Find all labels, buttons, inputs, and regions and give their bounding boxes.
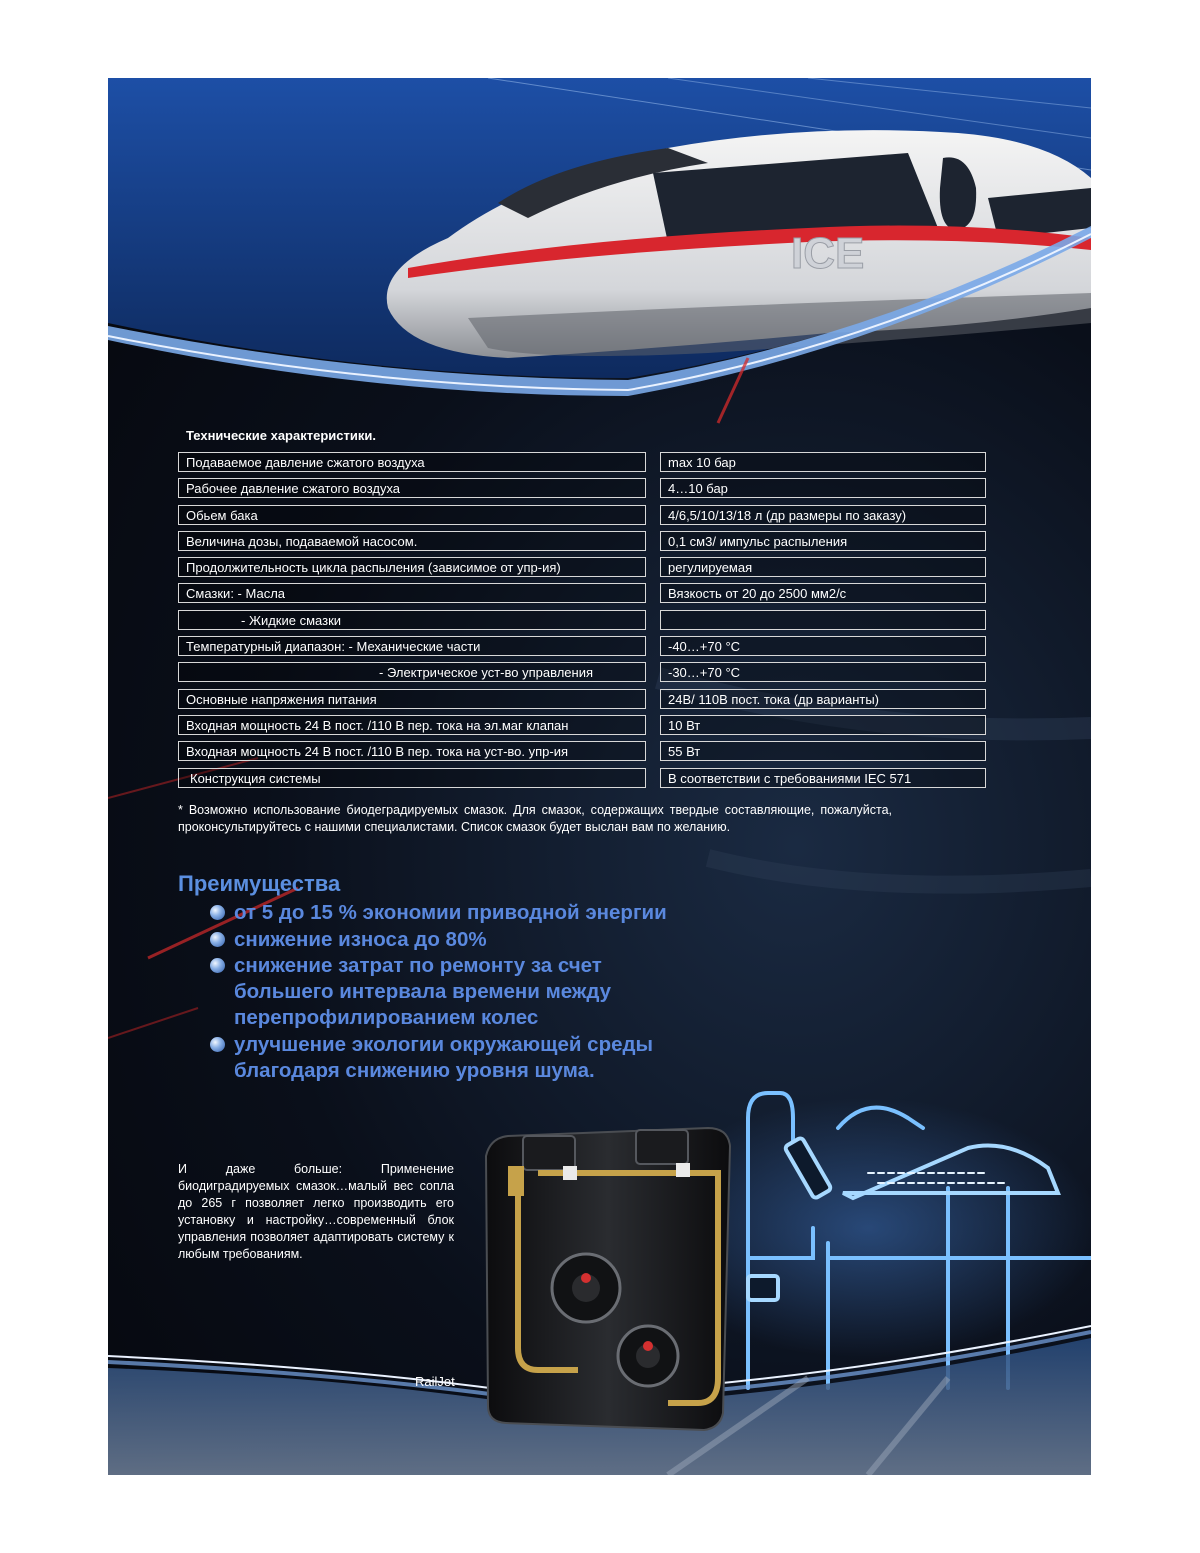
spec-row xyxy=(178,452,986,474)
spec-label: - Электрическое уст-во управления xyxy=(178,662,646,682)
spec-label: Обьем бака xyxy=(178,505,646,525)
spec-row xyxy=(178,505,986,527)
spec-row xyxy=(178,689,986,711)
spec-value: 0,1 см3/ импульс распыления xyxy=(660,531,986,551)
spec-value: В соответствии с требованиями IEC 571 xyxy=(660,768,986,788)
advantages-title: Преимущества xyxy=(178,871,341,896)
spec-value: max 10 бар xyxy=(660,452,986,472)
spec-row xyxy=(178,583,986,605)
advantage-text: от 5 до 15 % экономии приводной энергии xyxy=(234,901,667,924)
railjet-tank-image xyxy=(486,1128,730,1430)
specs-table xyxy=(178,452,986,794)
spec-row xyxy=(178,610,986,632)
spec-row xyxy=(178,715,986,737)
spec-label: Входная мощность 24 В пост. /110 В пер. тока на уст-во. упр-ия xyxy=(178,741,646,761)
spec-row xyxy=(178,636,986,658)
spec-value: Вязкость от 20 до 2500 мм2/с xyxy=(660,583,986,603)
spec-label: Подаваемое давление сжатого воздуха xyxy=(178,452,646,472)
spec-value: -40…+70 °C xyxy=(660,636,986,656)
spec-label: - Жидкие смазки xyxy=(178,610,646,630)
spec-value: -30…+70 °C xyxy=(660,662,986,682)
spec-row xyxy=(178,531,986,553)
spec-label: Конструкция системы xyxy=(178,768,646,788)
advantages-list xyxy=(210,900,670,1084)
bullet-icon xyxy=(210,932,225,947)
spec-value: регулируемая xyxy=(660,557,986,577)
advantage-text: снижение затрат по ремонту за счет большего интервала времени между перепрофилированием колес xyxy=(234,954,612,1029)
bullet-icon xyxy=(210,958,225,973)
advantage-text: снижение износа до 80% xyxy=(234,927,487,951)
advantage-item xyxy=(210,927,670,953)
spec-row xyxy=(178,557,986,579)
spec-row xyxy=(178,768,986,790)
train-logo: ICE xyxy=(791,229,865,278)
spec-value: 10 Вт xyxy=(660,715,986,735)
spec-label: Величина дозы, подаваемой насосом. xyxy=(178,531,646,551)
advantage-item xyxy=(210,900,670,926)
spec-label: Основные напряжения питания xyxy=(178,689,646,709)
bullet-icon xyxy=(210,1037,225,1052)
product-name: RailJet xyxy=(415,1374,455,1389)
spec-value: 4/6,5/10/13/18 л (др размеры по заказу) xyxy=(660,505,986,525)
more-text: И даже больше: Применение биодиградируемых смазок…малый вес сопла до 265 г позволяет легко производить его установку и настройку…современный блок управления позволяет адаптировать систему к любым требованиям. xyxy=(178,1162,454,1261)
spec-value: 4…10 бар xyxy=(660,478,986,498)
spec-value: 55 Вт xyxy=(660,741,986,761)
spec-value: 24В/ 110В пост. тока (др варианты) xyxy=(660,689,986,709)
spec-label: Рабочее давление сжатого воздуха xyxy=(178,478,646,498)
spec-label: Смазки: - Масла xyxy=(178,583,646,603)
spec-row xyxy=(178,478,986,500)
specs-heading: Технические характеристики. xyxy=(186,428,376,443)
advantage-item xyxy=(210,1032,670,1084)
spec-label: Температурный диапазон: - Механические части xyxy=(178,636,646,656)
bullet-icon xyxy=(210,905,225,920)
advantage-text: улучшение экологии окружающей среды благодаря снижению уровня шума. xyxy=(234,1032,654,1082)
brochure-page xyxy=(108,78,1091,1475)
lubricant-note: * Возможно использование биодеградируемых смазок. Для смазок, содержащих твердые составляющие, пожалуйста, проконсультируйтесь с нашими специалистами. Список смазок будет выслан вам по желанию. xyxy=(178,803,892,834)
spec-label: Входная мощность 24 В пост. /110 В пер. тока на эл.маг клапан xyxy=(178,715,646,735)
spec-value xyxy=(660,610,986,630)
spec-row xyxy=(178,741,986,763)
spec-row xyxy=(178,662,986,684)
advantage-item xyxy=(210,953,670,1031)
spec-label: Продолжительность цикла распыления (зависимое от упр-ия) xyxy=(178,557,646,577)
